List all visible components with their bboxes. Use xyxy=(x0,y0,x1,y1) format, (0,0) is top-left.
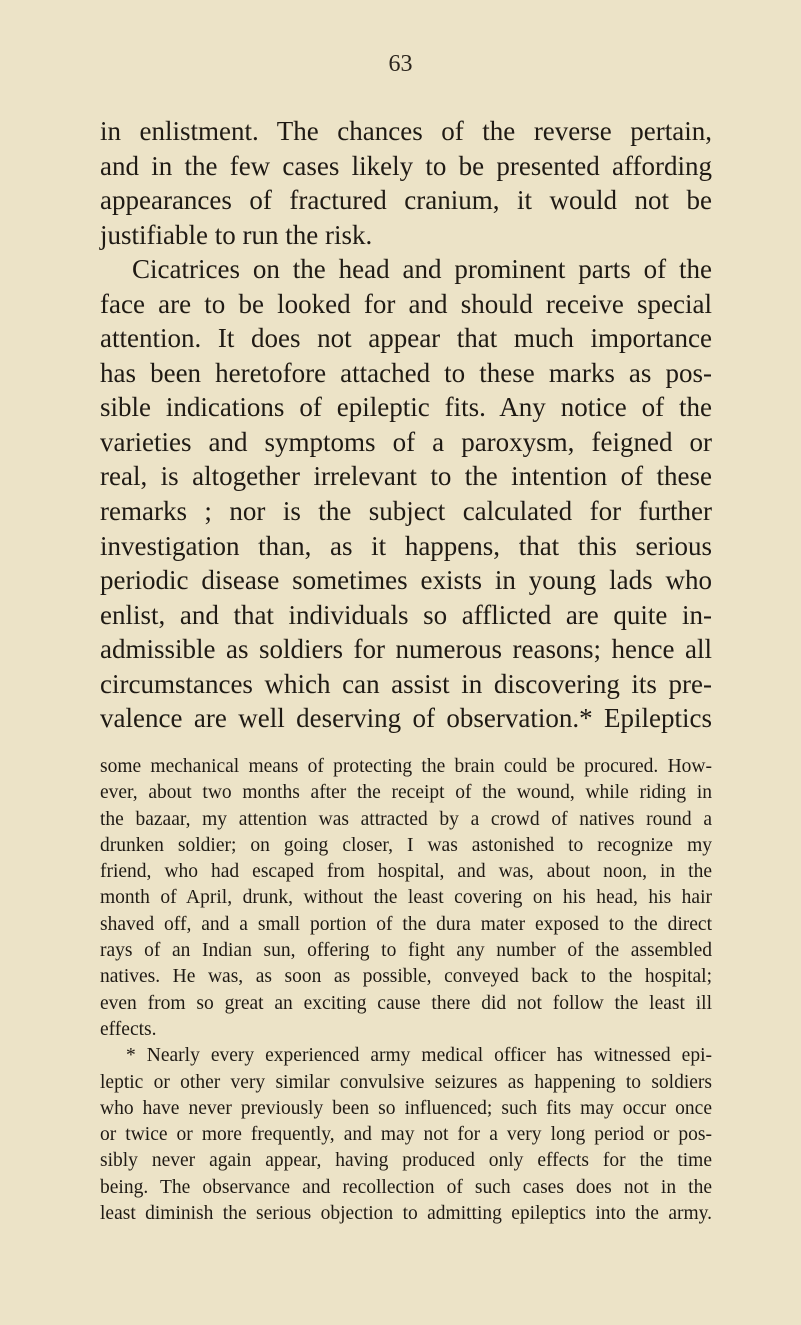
text-line: circumstances which can assist in discovering its pre- xyxy=(100,668,712,699)
footnote-line: some mechanical means of protecting the brain could be procured. How- xyxy=(100,756,712,777)
page-number: 63 xyxy=(388,51,413,77)
footnote-start-line: * Nearly every experienced army medical officer has witnessed epi- xyxy=(126,1045,712,1067)
footnote-line: even from so great an exciting cause there did not follow the least ill xyxy=(100,992,712,1014)
footnote-line: who have never previously been so influenced; such fits may occur once xyxy=(100,1097,712,1119)
text-line: justifiable to run the risk. xyxy=(100,219,373,250)
footnote-line: month of April, drunk, without the least covering on his head, his hair xyxy=(100,887,712,909)
text-line: attention. It does not appear that much importance xyxy=(100,323,712,354)
footnote-line: rays of an Indian sun, offering to fight any number of the assembled xyxy=(100,940,712,962)
footnote-line: being. The observance and recollection of such cases does not in the xyxy=(100,1176,712,1198)
footnote-line: ever, about two months after the receipt of the wound, while riding in xyxy=(100,782,712,804)
footnote-line: effects. xyxy=(100,1018,157,1040)
text-line: valence are well deserving of observation.* Epileptics xyxy=(100,703,712,734)
footnote-line: least diminish the serious objection to admitting epileptics into the army. xyxy=(100,1203,712,1225)
footnote-line: or twice or more frequently, and may not for a very long period or pos- xyxy=(100,1124,712,1146)
text-line: sible indications of epileptic fits. Any notice of the xyxy=(100,392,712,423)
footnote-line: sibly never again appear, having produced only effects for the time xyxy=(100,1150,712,1172)
footnotes-block xyxy=(100,754,712,1227)
text-line: in enlistment. The chances of the reverse pertain, xyxy=(100,116,712,146)
text-line: admissible as soldiers for numerous reasons; hence all xyxy=(100,634,712,665)
main-text-block xyxy=(100,114,712,736)
text-line: enlist, and that individuals so afflicted are quite in- xyxy=(100,599,712,630)
text-line: investigation than, as it happens, that this serious xyxy=(100,530,712,561)
footnote-line: leptic or other very similar convulsive seizures as happening to soldiers xyxy=(100,1071,712,1093)
footnote-line: drunken soldier; on going closer, I was astonished to recognize my xyxy=(100,834,712,856)
text-line: remarks ; nor is the subject calculated for further xyxy=(100,496,712,527)
text-line: real, is altogether irrelevant to the intention of these xyxy=(100,461,712,492)
footnote-line: shaved off, and a small portion of the dura mater exposed to the direct xyxy=(100,913,712,935)
text-line: has been heretofore attached to these marks as pos- xyxy=(100,357,712,388)
text-line: varieties and symptoms of a paroxysm, feigned or xyxy=(100,426,712,457)
text-line: face are to be looked for and should receive special xyxy=(100,288,712,319)
text-line: periodic disease sometimes exists in young lads who xyxy=(100,565,712,596)
text-line: and in the few cases likely to be presented affording xyxy=(100,150,712,181)
footnote-line: friend, who had escaped from hospital, and was, about noon, in the xyxy=(100,861,712,883)
footnote-line: the bazaar, my attention was attracted by a crowd of natives round a xyxy=(100,808,712,830)
footnote-line: natives. He was, as soon as possible, conveyed back to the hospital; xyxy=(100,966,712,988)
paragraph-start-line: Cicatrices on the head and prominent parts of the xyxy=(132,254,712,285)
text-line: appearances of fractured cranium, it would not be xyxy=(100,185,712,216)
